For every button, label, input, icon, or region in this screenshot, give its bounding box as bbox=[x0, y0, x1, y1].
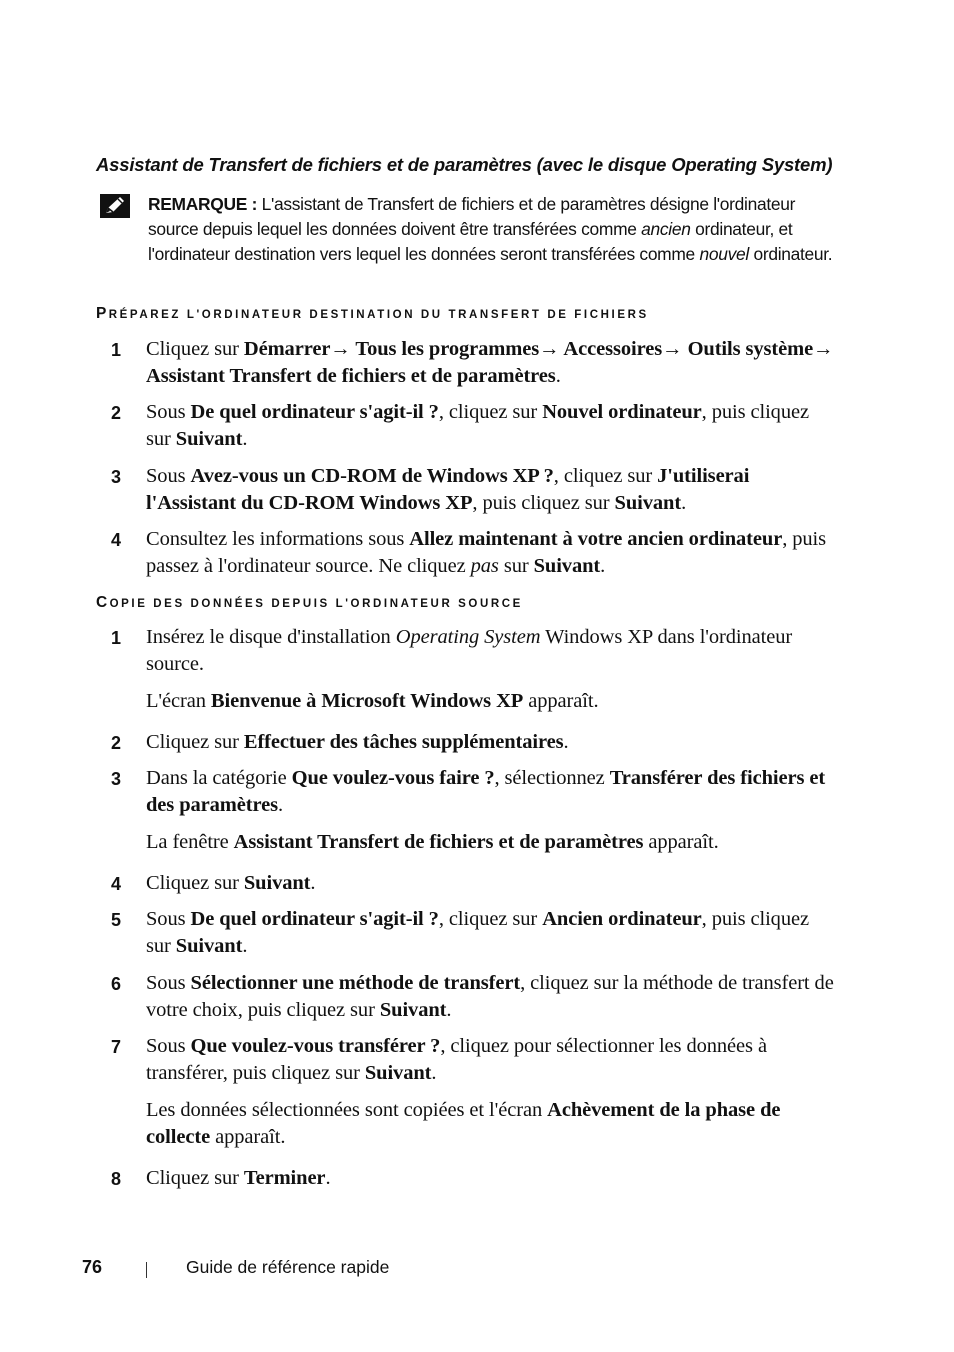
step-number: 7 bbox=[111, 1037, 122, 1057]
note-label: REMARQUE : bbox=[148, 194, 258, 214]
step-number: 6 bbox=[111, 974, 122, 994]
step-number: 4 bbox=[111, 530, 122, 550]
step-number: 3 bbox=[111, 467, 122, 487]
step-text: Cliquez sur Démarrer→ Tous les programmes→ Accessoires→ Outils système→ Assistant Transfert de fichiers et de paramètres. bbox=[146, 338, 834, 387]
subheading-prepare-destination: PRÉPAREZ L'ORDINATEUR DESTINATION DU TRANSFERT DE FICHIERS bbox=[96, 305, 649, 322]
section-title: Assistant de Transfert de fichiers et de paramètres (avec le disque Operating System) bbox=[96, 154, 833, 175]
step-text: Cliquez sur Terminer. bbox=[146, 1167, 331, 1189]
step-text: Dans la catégorie Que voulez-vous faire ?, sélectionnez Transférer des fichiers et des paramètres. bbox=[146, 767, 826, 816]
step-number: 1 bbox=[111, 628, 122, 648]
step-number: 2 bbox=[111, 733, 122, 753]
subheading-copy-from-source: COPIE DES DONNÉES DEPUIS L'ORDINATEUR SOURCE bbox=[96, 594, 523, 611]
pencil-note-icon bbox=[100, 194, 130, 218]
step-text: Sous De quel ordinateur s'agit-il ?, cliquez sur Ancien ordinateur, puis cliquez sur Suivant. bbox=[146, 908, 809, 957]
step-number: 8 bbox=[111, 1169, 122, 1189]
step-number: 4 bbox=[111, 874, 122, 894]
step-text: Sous Sélectionner une méthode de transfert, cliquez sur la méthode de transfert de votre choix, puis cliquez sur Suivant. bbox=[146, 972, 834, 1021]
note-paragraph: REMARQUE : L'assistant de Transfert de fichiers et de paramètres désigne l'ordinateur source depuis lequel les données doivent être transférées comme ancien ordinateur, et l'ordinateur destination vers lequel les données seront transférées comme nouvel ordinateur. bbox=[148, 194, 833, 264]
step-text: Cliquez sur Suivant. bbox=[146, 872, 316, 894]
step-text: Cliquez sur Effectuer des tâches supplémentaires. bbox=[146, 731, 569, 753]
footer-separator bbox=[146, 1262, 147, 1278]
step-number: 3 bbox=[111, 769, 122, 789]
step-text: Sous Que voulez-vous transférer ?, cliquez pour sélectionner les données à transférer, puis cliquez sur Suivant. bbox=[146, 1035, 767, 1084]
step-text: Sous Avez-vous un CD-ROM de Windows XP ?, cliquez sur J'utiliserai l'Assistant du CD-ROM Windows XP, puis cliquez sur Suivant. bbox=[146, 465, 750, 514]
step-number: 2 bbox=[111, 403, 122, 423]
guide-title: Guide de référence rapide bbox=[186, 1257, 390, 1277]
step-result-text: La fenêtre Assistant Transfert de fichiers et de paramètres apparaît. bbox=[146, 831, 719, 853]
step-result-text: Les données sélectionnées sont copiées et l'écran Achèvement de la phase de collecte apparaît. bbox=[146, 1099, 781, 1148]
step-text: Consultez les informations sous Allez maintenant à votre ancien ordinateur, puis passez à l'ordinateur source. Ne cliquez pas sur Suivant. bbox=[146, 528, 827, 577]
step-text: Sous De quel ordinateur s'agit-il ?, cliquez sur Nouvel ordinateur, puis cliquez sur Suivant. bbox=[146, 401, 809, 450]
step-number: 1 bbox=[111, 340, 122, 360]
step-number: 5 bbox=[111, 910, 122, 930]
step-result-text: L'écran Bienvenue à Microsoft Windows XP apparaît. bbox=[146, 690, 599, 712]
step-text: Insérez le disque d'installation Operating System Windows XP dans l'ordinateur source. bbox=[146, 626, 793, 675]
page-number: 76 bbox=[82, 1257, 103, 1277]
